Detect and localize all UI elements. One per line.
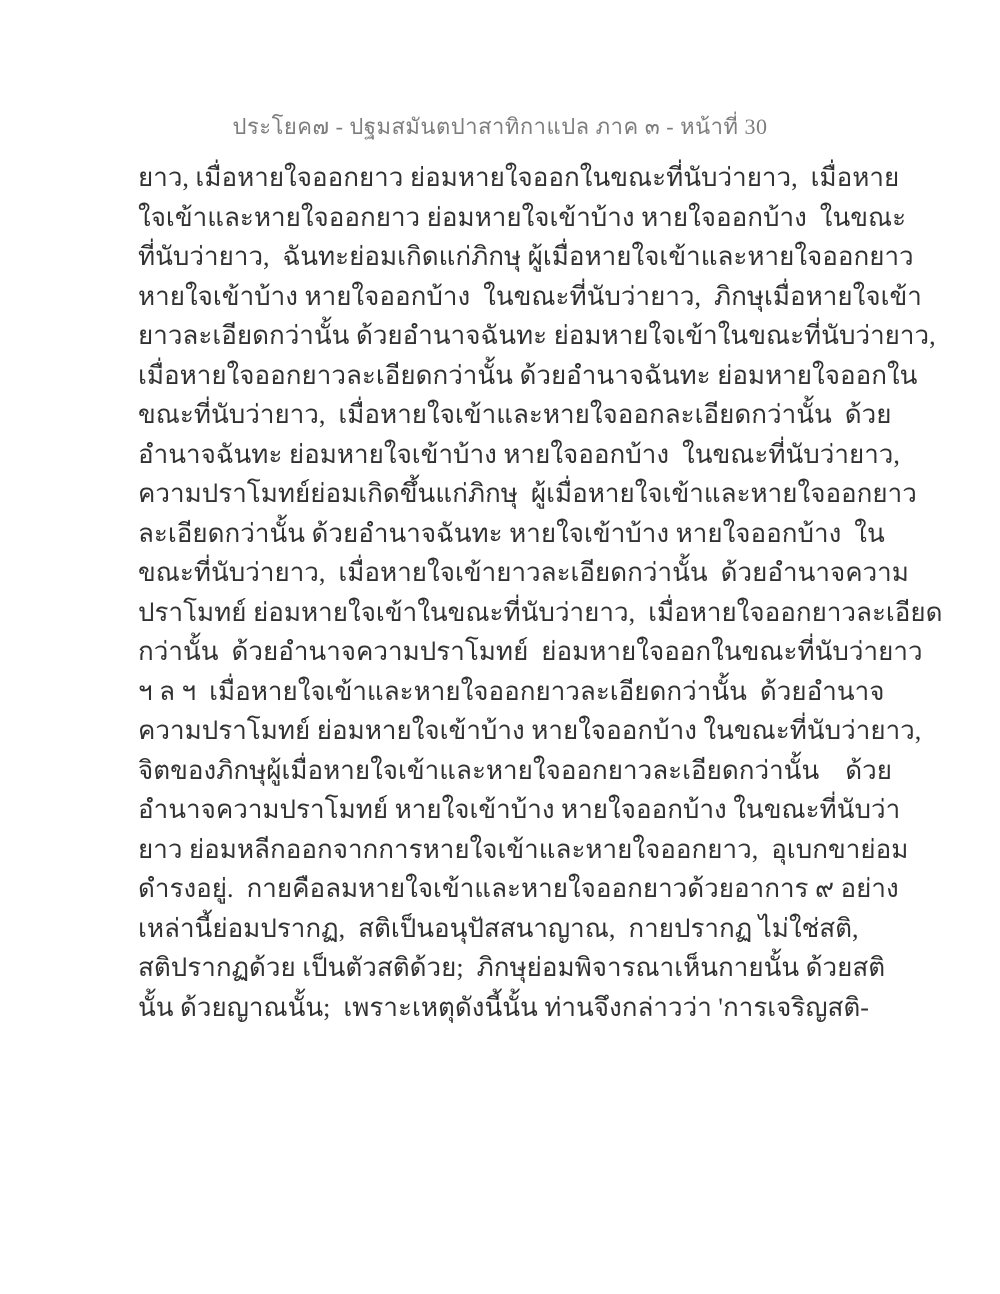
text-line: จิตของภิกษุผู้เมื่อหายใจเข้าและหายใจออกยาวละเอียดกว่านั้น ด้วย bbox=[138, 755, 892, 785]
text-line: กว่านั้น ด้วยอำนาจความปราโมทย์ ย่อมหายใจออกในขณะที่นับว่ายาว bbox=[138, 637, 923, 666]
text-line: ยาวละเอียดกว่านั้น ด้วยอำนาจฉันทะ ย่อมหายใจเข้าในขณะที่นับว่ายาว, bbox=[138, 321, 936, 350]
text-line: นั้น ด้วยญาณนั้น; เพราะเหตุดังนี้นั้น ท่านจึงกล่าวว่า 'การเจริญสติ- bbox=[138, 992, 869, 1022]
text-line: ใจเข้าและหายใจออกยาว ย่อมหายใจเข้าบ้าง หายใจออกบ้าง ในขณะ bbox=[138, 202, 907, 232]
text-line: ฯ ล ฯ เมื่อหายใจเข้าและหายใจออกยาวละเอียดกว่านั้น ด้วยอำนาจ bbox=[138, 676, 885, 706]
text-line: สติปรากฏด้วย เป็นตัวสติด้วย; ภิกษุย่อมพิจารณาเห็นกายนั้น ด้วยสติ bbox=[138, 953, 886, 982]
text-line: ละเอียดกว่านั้น ด้วยอำนาจฉันทะ หายใจเข้าบ้าง หายใจออกบ้าง ใน bbox=[138, 518, 885, 548]
text-line: เหล่านี้ย่อมปรากฏ, สติเป็นอนุปัสสนาญาณ, กายปรากฏ ไม่ใช่สติ, bbox=[138, 913, 859, 943]
text-line: ขณะที่นับว่ายาว, เมื่อหายใจเข้าและหายใจออกละเอียดกว่านั้น ด้วย bbox=[138, 400, 892, 429]
text-line: ขณะที่นับว่ายาว, เมื่อหายใจเข้ายาวละเอียดกว่านั้น ด้วยอำนาจความ bbox=[138, 558, 909, 587]
text-line: ความปราโมทย์ ย่อมหายใจเข้าบ้าง หายใจออกบ้าง ในขณะที่นับว่ายาว, bbox=[138, 716, 922, 745]
text-line: ที่นับว่ายาว, ฉันทะย่อมเกิดแก่ภิกษุ ผู้เมื่อหายใจเข้าและหายใจออกยาว bbox=[138, 242, 914, 271]
text-line: ยาว, เมื่อหายใจออกยาว ย่อมหายใจออกในขณะที่นับว่ายาว, เมื่อหาย bbox=[138, 163, 900, 192]
text-line: หายใจเข้าบ้าง หายใจออกบ้าง ในขณะที่นับว่ายาว, ภิกษุเมื่อหายใจเข้า bbox=[138, 281, 922, 311]
text-line: อำนาจฉันทะ ย่อมหายใจเข้าบ้าง หายใจออกบ้าง ในขณะที่นับว่ายาว, bbox=[138, 439, 900, 469]
text-line: ปราโมทย์ ย่อมหายใจเข้าในขณะที่นับว่ายาว, เมื่อหายใจออกยาวละเอียด bbox=[138, 597, 943, 627]
text-line: ยาว ย่อมหลีกออกจากการหายใจเข้าและหายใจออกยาว, อุเบกขาย่อม bbox=[138, 834, 909, 864]
page-body bbox=[138, 158, 943, 1027]
text-line: อำนาจความปราโมทย์ หายใจเข้าบ้าง หายใจออกบ้าง ในขณะที่นับว่า bbox=[138, 795, 901, 824]
text-line: ดำรงอยู่. กายคือลมหายใจเข้าและหายใจออกยาวด้วยอาการ ๙ อย่าง bbox=[138, 874, 899, 903]
text-line: ความปราโมทย์ย่อมเกิดขึ้นแก่ภิกษุ ผู้เมื่อหายใจเข้าและหายใจออกยาว bbox=[138, 479, 917, 508]
page-header: ประโยค๗ - ปฐมสมันตปาสาทิกาแปล ภาค ๓ - หน้าที่ 30 bbox=[232, 114, 768, 139]
text-line: เมื่อหายใจออกยาวละเอียดกว่านั้น ด้วยอำนาจฉันทะ ย่อมหายใจออกใน bbox=[138, 360, 918, 390]
